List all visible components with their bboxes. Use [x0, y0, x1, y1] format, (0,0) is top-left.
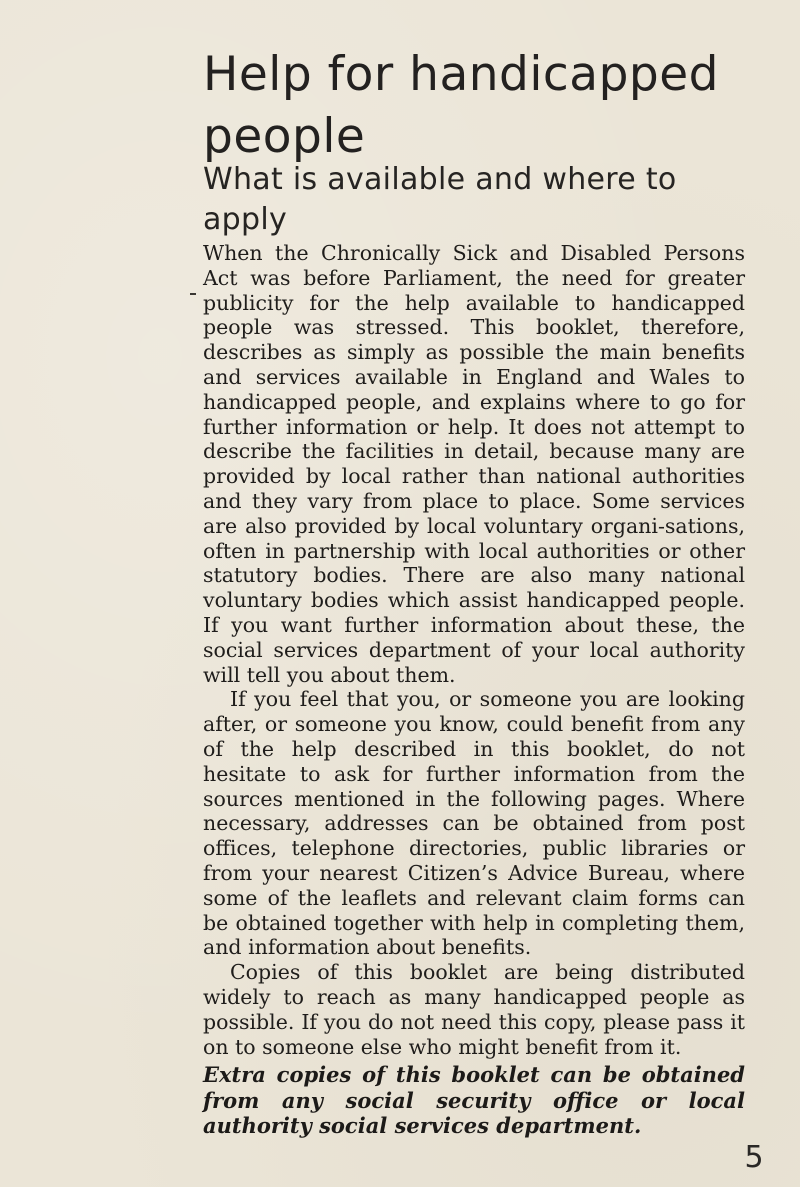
- paragraph-distribution: Copies of this booklet are being distributed widely to reach as many handicapped people as possible. If you do not need this copy, please pass it on to someone else who might benefit from it.: [203, 960, 745, 1059]
- paragraph-intro: When the Chronically Sick and Disabled Persons Act was before Parliament, the need for greater publicity for the help available to handicapped people was stressed. This booklet, therefore, describes as simply as possible the main benefits and services available in England and Wales to handicapped people, and explains where to go for further information or help. It does not attempt to describe the facilities in detail, because many are provided by local rather than national authorities and they vary from place to place. Some services are also provided by local voluntary organi-sations, often in partnership with local authorities or other statutory bodies. There are also many national voluntary bodies which assist handicapped people. If you want further information about these, the social services department of your local authority will tell you about them.: [203, 241, 745, 687]
- page-title: Help for handicapped people: [203, 47, 719, 164]
- page-number: 5: [744, 1140, 764, 1175]
- margin-mark: [190, 293, 196, 295]
- page-subtitle: What is available and where to apply: [203, 162, 677, 237]
- paragraph-further-information: If you feel that you, or someone you are looking after, or someone you know, could benefit from any of the help described in this booklet, do not hesitate to ask for further information from the sources mentioned in the following pages. Where necessary, addresses can be obtained from post offices, telephone directories, public libraries or from your nearest Citizen’s Advice Bureau, where some of the leaflets and relevant claim forms can be obtained together with help in completing them, and information about benefits.: [203, 687, 745, 960]
- extra-copies-note: Extra copies of this booklet can be obtained from any social security office or local authority social services department.: [203, 1062, 745, 1138]
- body-text: [203, 241, 745, 1059]
